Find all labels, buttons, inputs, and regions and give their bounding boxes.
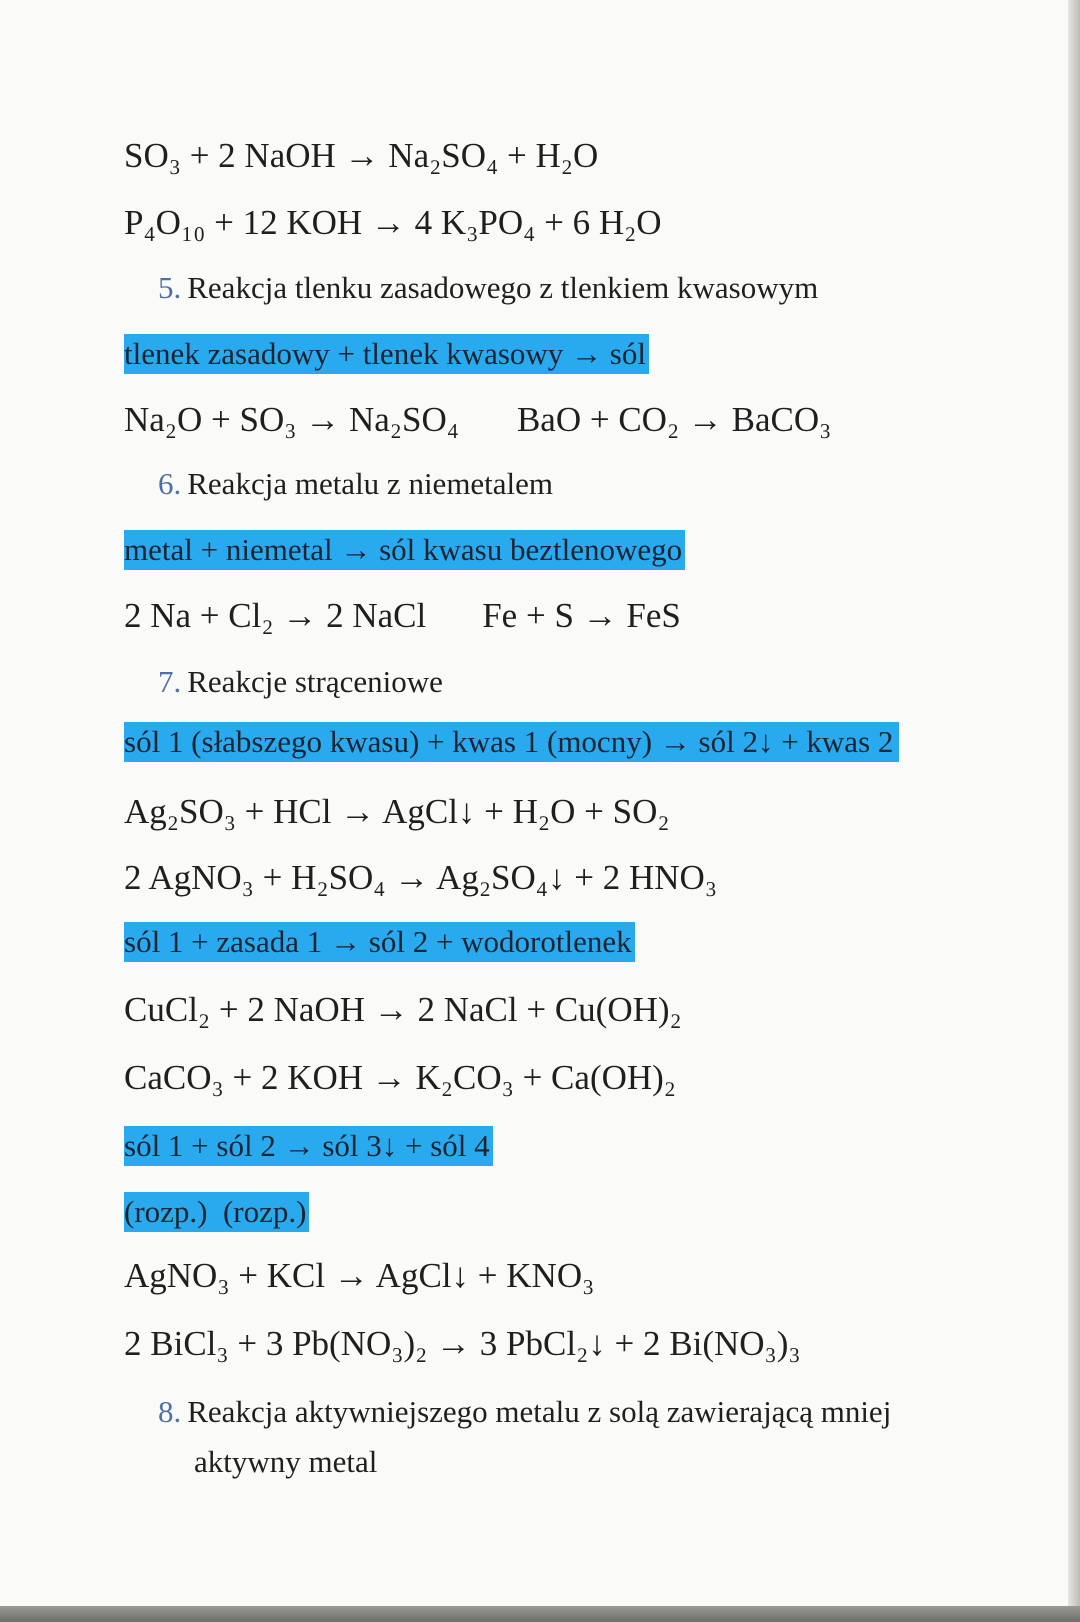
section-title: Reakcje strąceniowe <box>187 664 443 699</box>
equation-p4o10-koh: P₄O₁₀ + 12 KOH → 4 K₃PO₄ + 6 H₂O <box>124 203 662 242</box>
highlighted-rule-6: metal + niemetal → sól kwasu beztlenowego <box>124 530 685 570</box>
equation-bicl3-pbno3: 2 BiCl₃ + 3 Pb(NO₃)₂ → 3 PbCl₂↓ + 2 Bi(NO₃)₃ <box>124 1324 801 1363</box>
page-edge-bottom <box>0 1606 1080 1622</box>
section-title: Reakcja aktywniejszego metalu z solą zawierającą mniej <box>187 1394 892 1429</box>
section-number: 8. <box>158 1394 182 1429</box>
equation-so3-naoh: SO₃ + 2 NaOH → Na₂SO₄ + H₂O <box>124 136 599 175</box>
equation-fe-s: Fe + S → FeS <box>482 596 681 635</box>
section-title-continuation: aktywny metal <box>194 1444 378 1479</box>
highlighted-rule-7a: sól 1 (słabszego kwasu) + kwas 1 (mocny) → sól 2↓ + kwas 2 <box>124 722 899 762</box>
highlighted-rule-7b: sól 1 + zasada 1 → sól 2 + wodorotlenek <box>124 922 635 962</box>
highlighted-note-solubility: (rozp.) (rozp.) <box>124 1192 309 1232</box>
section-heading-7 <box>158 660 443 704</box>
highlighted-rule-7c: sól 1 + sól 2 → sól 3↓ + sól 4 <box>124 1126 493 1166</box>
section-title: Reakcja metalu z niemetalem <box>187 466 554 501</box>
section-number: 6. <box>158 466 182 501</box>
equation-agno3-h2so4: 2 AgNO₃ + H₂SO₄ → Ag₂SO₄↓ + 2 HNO₃ <box>124 858 718 897</box>
equation-na-cl2: 2 Na + Cl₂ → 2 NaCl <box>124 596 427 635</box>
page-edge-right <box>1068 0 1080 1622</box>
equation-ag2so3-hcl: Ag₂SO₃ + HCl → AgCl↓ + H₂O + SO₂ <box>124 792 670 831</box>
equation-agno3-kcl: AgNO₃ + KCl → AgCl↓ + KNO₃ <box>124 1256 595 1295</box>
equation-row-6 <box>124 594 681 638</box>
equation-na2o-so3: Na₂O + SO₃ → Na₂SO₄ <box>124 400 459 439</box>
section-heading-8 <box>158 1390 891 1434</box>
equation-bao-co2: BaO + CO₂ → BaCO₃ <box>516 400 832 439</box>
section-number: 7. <box>158 664 182 699</box>
section-heading-5 <box>158 266 818 310</box>
section-title: Reakcja tlenku zasadowego z tlenkiem kwasowym <box>187 270 819 305</box>
highlighted-rule-5: tlenek zasadowy + tlenek kwasowy → sól <box>124 334 649 374</box>
equation-row-5 <box>124 398 831 442</box>
equation-cucl2-naoh: CuCl₂ + 2 NaOH → 2 NaCl + Cu(OH)₂ <box>124 990 682 1029</box>
equation-caco3-koh: CaCO₃ + 2 KOH → K₂CO₃ + Ca(OH)₂ <box>124 1058 677 1097</box>
section-heading-6 <box>158 462 553 506</box>
section-number: 5. <box>158 270 182 305</box>
